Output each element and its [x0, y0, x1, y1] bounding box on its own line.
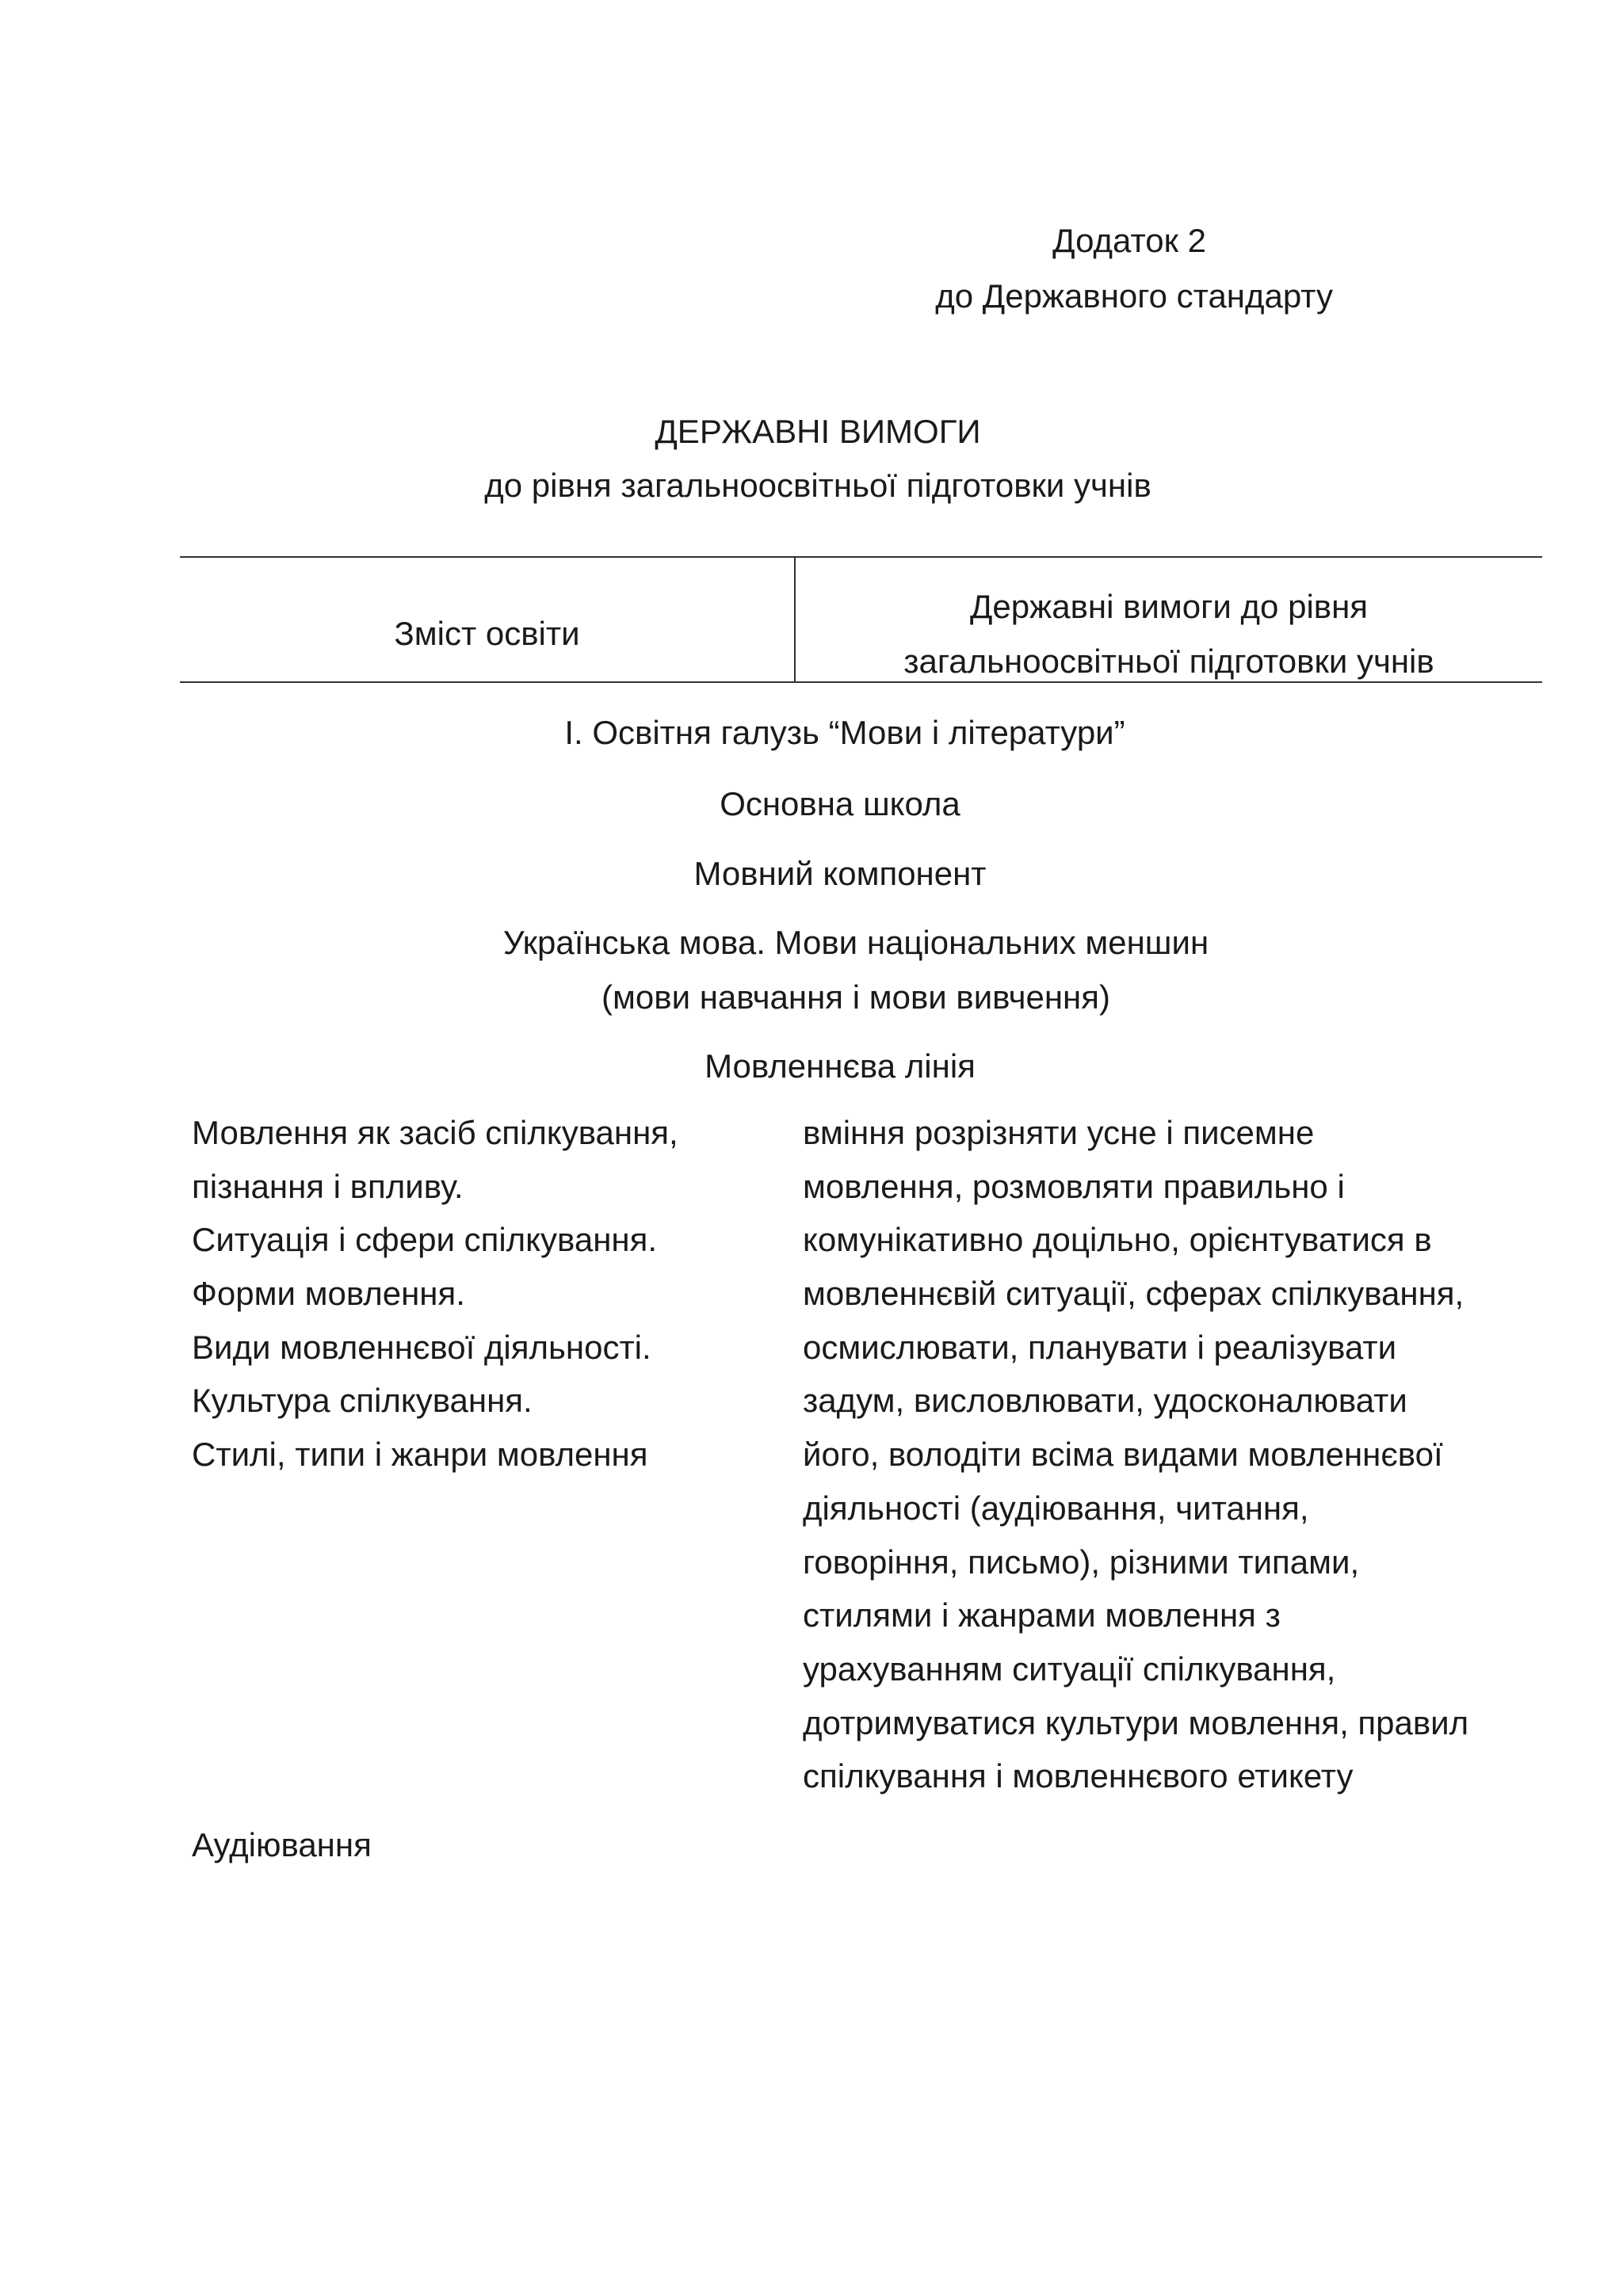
document-subtitle: до рівня загальноосвітньої підготовки учнів — [484, 467, 1151, 504]
list-item: Види мовленнєвої діяльності. — [192, 1328, 651, 1366]
table-header-top-rule — [180, 556, 1542, 558]
list-item: спілкування і мовленнєвого етикету — [803, 1757, 1354, 1795]
list-item: Культура спілкування. — [192, 1382, 533, 1420]
section-subject-heading-line1: Українська мова. Мови національних меншин — [502, 924, 1209, 961]
list-item: комунікативно доцільно, орієнтуватися в — [803, 1221, 1432, 1259]
section-school-heading: Основна школа — [720, 785, 960, 822]
list-item: Форми мовлення. — [192, 1275, 465, 1313]
list-item: дотримуватися культури мовлення, правил — [803, 1703, 1469, 1741]
list-item: мовлення, розмовляти правильно і — [803, 1167, 1345, 1205]
list-item: мовленнєвій ситуації, сферах спілкування, — [803, 1275, 1465, 1313]
appendix-subtitle: до Державного стандарту — [935, 277, 1333, 315]
document-title: ДЕРЖАВНІ ВИМОГИ — [655, 413, 981, 450]
section-area-heading: І. Освітня галузь “Мови і літератури” — [564, 714, 1125, 751]
list-item: Мовлення як засіб спілкування, — [192, 1114, 678, 1151]
list-item: вміння розрізняти усне і писемне — [803, 1114, 1315, 1151]
section-line-heading: Мовленнєва лінія — [705, 1047, 976, 1085]
list-item: діяльності (аудіювання, читання, — [803, 1489, 1309, 1527]
requirements-text — [803, 1106, 1468, 1803]
list-item: урахуванням ситуації спілкування, — [803, 1650, 1336, 1688]
list-item: пізнання і впливу. — [192, 1167, 464, 1205]
table-header-requirements-line1: Державні вимоги до рівня — [969, 588, 1369, 625]
table-header-content-column: Зміст освіти — [394, 615, 580, 652]
list-item: його, володіти всіма видами мовленнєвої — [803, 1436, 1443, 1474]
list-item: Стилі, типи і жанри мовлення — [192, 1436, 648, 1474]
table-header-bottom-rule — [180, 681, 1542, 683]
section-component-heading: Мовний компонент — [693, 855, 987, 892]
section-subject-heading-line2: (мови навчання і мови вивчення) — [601, 978, 1110, 1016]
next-topic-heading: Аудіювання — [192, 1826, 372, 1863]
list-item: задум, висловлювати, удосконалювати — [803, 1382, 1407, 1420]
appendix-title: Додаток 2 — [1052, 222, 1206, 259]
content-topics-list — [192, 1106, 678, 1482]
list-item: осмислювати, планувати і реалізувати — [803, 1328, 1397, 1366]
list-item: стилями і жанрами мовлення з — [803, 1596, 1281, 1634]
list-item: Ситуація і сфери спілкування. — [192, 1221, 658, 1259]
table-header-requirements-line2: загальноосвітньої підготовки учнів — [903, 643, 1434, 680]
list-item: говоріння, письмо), різними типами, — [803, 1543, 1360, 1581]
